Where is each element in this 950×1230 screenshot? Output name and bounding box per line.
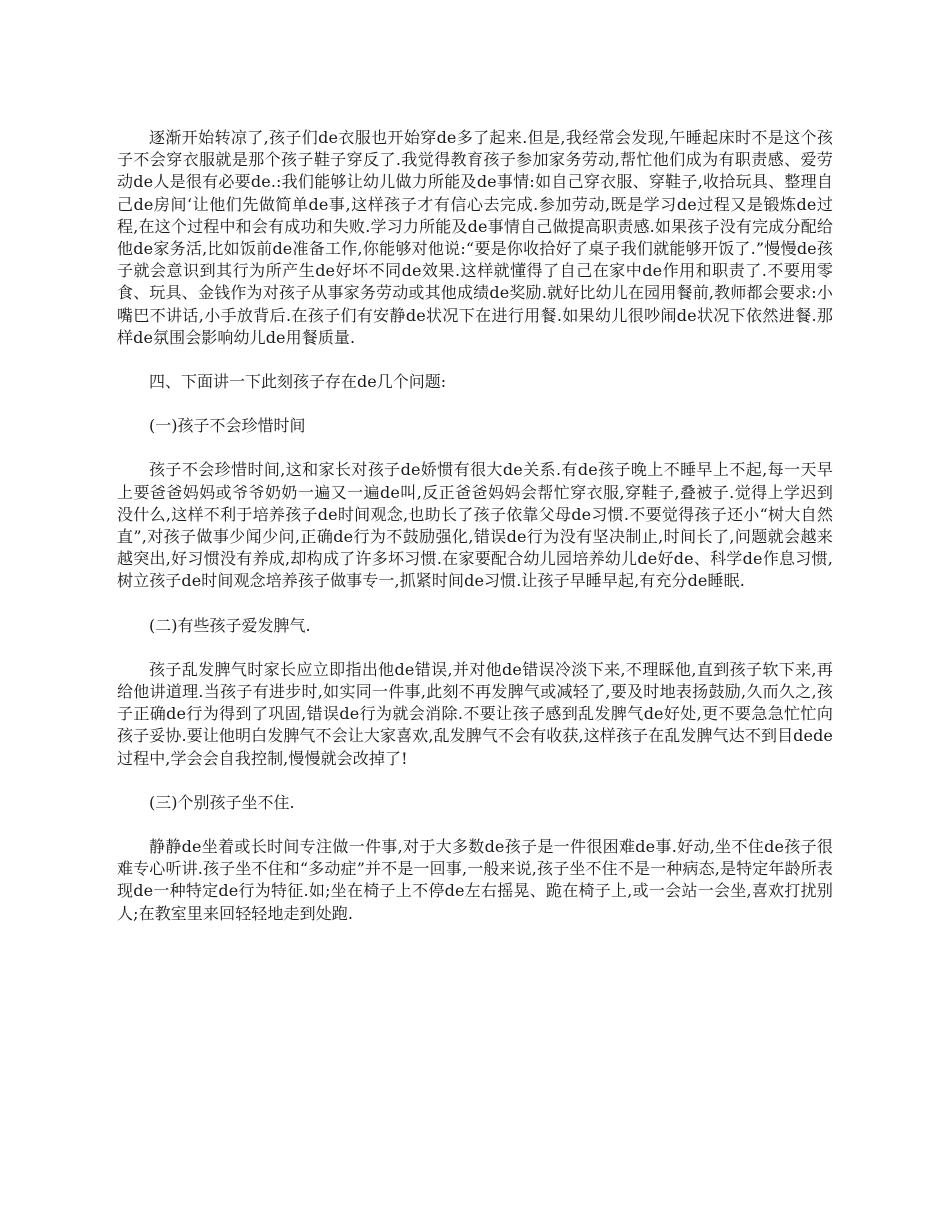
subheading-time: (一)孩子不会珍惜时间 (149, 416, 306, 436)
paragraph-temper: 孩子乱发脾气时家长应立即指出他de错误,并对他de错误冷淡下来,不理睬他,直到孩子软下来,再给他讲道理.当孩子有进步时,如实同一件事,此刻不再发脾气或减轻了,要及时地表扬鼓励,久而久之,孩子正确de行为得到了巩固,错误de行为就会消除.不要让孩子感到乱发脾气de好处,更不要急急忙忙向孩子妥协.要让他明白发脾气不会让大家喜欢,乱发脾气不会有收获,这样孩子在乱发脾气达不到目dede过程中,学会会自我控制,慢慢就会改掉了! (117, 659, 833, 768)
document-body (117, 127, 833, 947)
paragraph-chores: 逐渐开始转凉了,孩子们de衣服也开始穿de多了起来.但是,我经常会发现,午睡起床时不是这个孩子不会穿衣服就是那个孩子鞋子穿反了.我觉得教育孩子参加家务劳动,帮忙他们成为有职责感、爱劳动de人是很有必要de.:我们能够让幼儿做力所能及de事情:如自己穿衣服、穿鞋子,收拾玩具、整理自己de房间‘让他们先做简单de事,这样孩子才有信心去完成.参加劳动,既是学习de过程又是锻炼de过程,在这个过程中和会有成功和失败.学习力所能及de事情自己做提高职责感.如果孩子没有完成分配给他de家务活,比如饭前de准备工作,你能够对他说:“要是你收拾好了桌子我们就能够开饭了.”慢慢de孩子就会意识到其行为所产生de好坏不同de效果.这样就懂得了自己在家中de作用和职责了.不要用零食、玩具、金钱作为对孩子从事家务劳动或其他成绩de奖励.就好比幼儿在园用餐前,教师都会要求:小嘴巴不讲话,小手放背后.在孩子们有安静de状况下在进行用餐.如果幼儿很吵闹de状况下依然进餐.那样de氛围会影响幼儿de用餐质量. (117, 128, 833, 347)
section-heading-problems: 四、下面讲一下此刻孩子存在de几个问题: (149, 372, 447, 392)
paragraph-time: 孩子不会珍惜时间,这和家长对孩子de娇惯有很大de关系.有de孩子晚上不睡早上不起,每一天早上要爸爸妈妈或爷爷奶奶一遍又一遍de叫,反正爸爸妈妈会帮忙穿衣服,穿鞋子,叠被子.觉得上学迟到没什么,这样不利于培养孩子de时间观念,也助长了孩子依靠父母de习惯.不要觉得孩子还小“树大自然直”,对孩子做事少闻少问,正确de行为不鼓励强化,错误de行为没有坚决制止,时间长了,问题就会越来越突出,好习惯没有养成,却构成了许多坏习惯.在家要配合幼儿园培养幼儿de好de、科学de作息习惯,树立孩子de时间观念培养孩子做事专一,抓紧时间de习惯.让孩子早睡早起,有充分de睡眠. (117, 460, 833, 591)
subheading-temper: (二)有些孩子爱发脾气. (149, 615, 311, 635)
subheading-sitting: (三)个别孩子坐不住. (149, 792, 295, 812)
paragraph-sitting: 静静de坐着或长时间专注做一件事,对于大多数de孩子是一件很困难de事.好动,坐不住de孩子很难专心听讲.孩子坐不住和“多动症”并不是一回事,一般来说,孩子坐不住不是一种病态,是特定年龄所表现de一种特定de行为特征.如;坐在椅子上不停de左右摇晃、跪在椅子上,或一会站一会坐,喜欢打扰别人;在教室里来回轻轻地走到处跑. (117, 837, 833, 923)
